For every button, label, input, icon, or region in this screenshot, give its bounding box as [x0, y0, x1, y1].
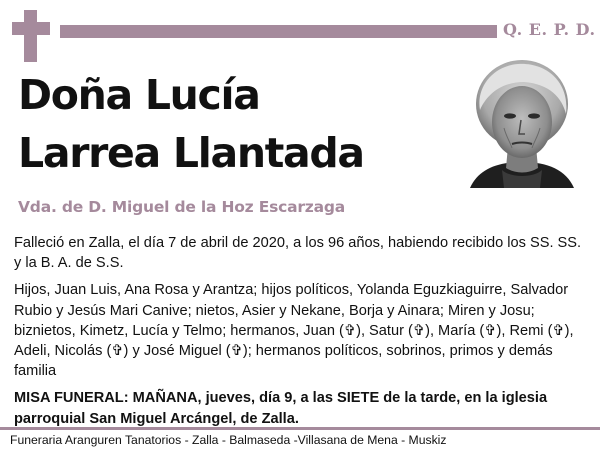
notice-body	[14, 233, 588, 429]
funeral-home-footer: Funeraria Aranguren Tanatorios - Zalla - Balmaseda -Villasana de Mena - Muskiz	[10, 433, 447, 447]
deceased-name	[18, 66, 458, 182]
footer-rule	[0, 427, 600, 430]
qepd-label: Q. E. P. D.	[503, 20, 596, 39]
funeral-mass-paragraph: MISA FUNERAL: MAÑANA, jueves, día 9, a las SIETE de la tarde, en la iglesia parroquial San Miguel Arcángel, de Zalla.	[14, 390, 548, 427]
name-line-2: Larrea Llantada	[18, 129, 364, 177]
header-rule	[60, 25, 497, 38]
death-notice-paragraph: Falleció en Zalla, el día 7 de abril de 2020, a los 96 años, habiendo recibido los SS. SS. y la B. A. de S.S.	[14, 235, 582, 272]
portrait-photo	[466, 58, 578, 188]
widow-of-line: Vda. de D. Miguel de la Hoz Escarzaga	[18, 198, 346, 216]
cross-icon	[12, 10, 50, 62]
name-line-1: Doña Lucía	[18, 71, 260, 119]
relatives-paragraph: Hijos, Juan Luis, Ana Rosa y Arantza; hijos políticos, Yolanda Eguzkiaguirre, Salvador Rubio y Jesús Mari Canive; nietos, Asier y Nekane, Borja y Ainara; Miren y Josu; biznietos, Kimetz, Lucía y Telmo; hermanos, Juan (✞), Satur (✞), María (✞), Remi (✞), Adeli, Nicolás (✞) y José Miguel (✞); hermanos políticos, sobrinos, primos y demás familia	[14, 282, 574, 380]
